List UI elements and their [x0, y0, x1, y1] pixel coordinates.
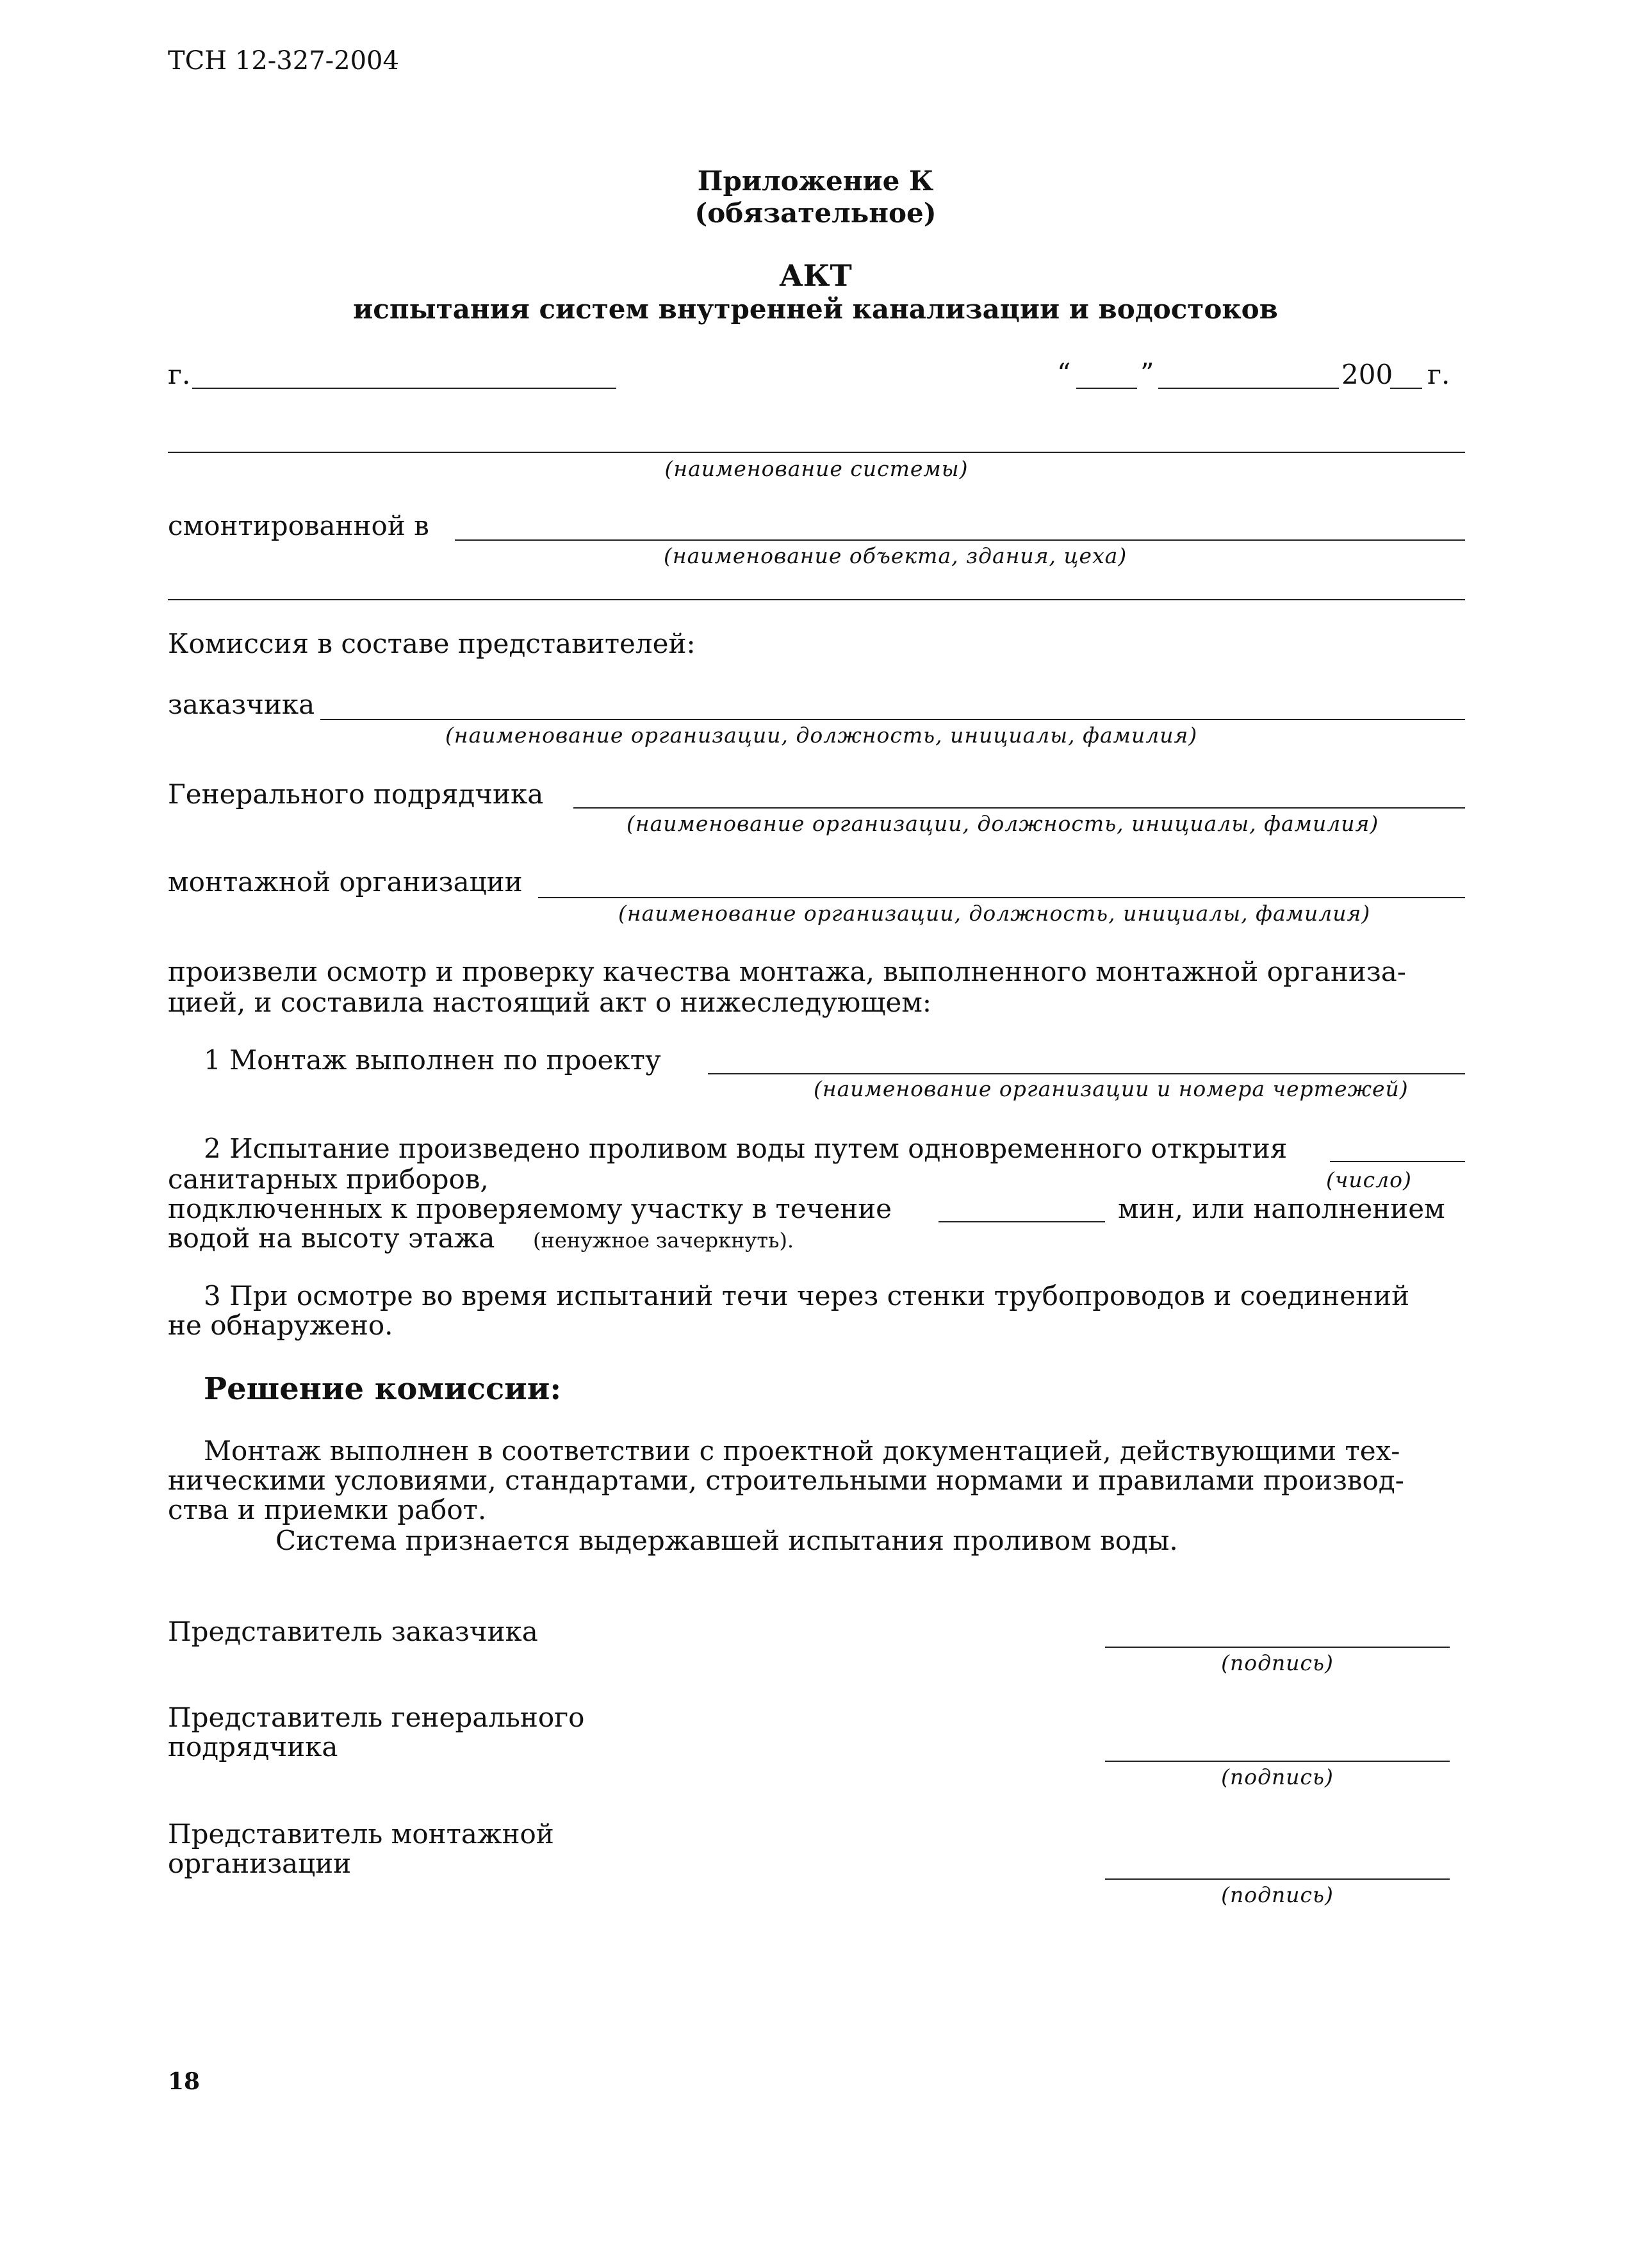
- month-field[interactable]: [1158, 388, 1339, 389]
- general-signature-caption: (подпись): [1221, 1764, 1334, 1789]
- system-name-field[interactable]: [168, 452, 1465, 453]
- decision-line2: ническими условиями, стандартами, строительными нормами и правилами производ-: [168, 1465, 1404, 1496]
- fixtures-count-field[interactable]: [1330, 1161, 1465, 1162]
- year-suffix: г.: [1427, 359, 1450, 390]
- decision-line3: ства и приемки работ.: [168, 1494, 487, 1525]
- appendix-title: Приложение К: [697, 165, 934, 197]
- object-name-field[interactable]: [455, 539, 1465, 541]
- item2-line1: 2 Испытание произведено проливом воды путем одновременного открытия: [204, 1133, 1288, 1164]
- year-field[interactable]: [1390, 388, 1422, 389]
- decision-line4: Система признается выдержавшей испытания проливом воды.: [275, 1525, 1178, 1556]
- general-rep-label-line1: Представитель генерального: [168, 1702, 585, 1733]
- object-name-field-2[interactable]: [168, 599, 1465, 600]
- mounting-org-label: монтажной организации: [168, 866, 523, 898]
- mounting-signature-field[interactable]: [1105, 1878, 1450, 1880]
- mounting-org-field[interactable]: [538, 897, 1465, 898]
- general-rep-label-line2: подрядчика: [168, 1731, 338, 1763]
- quote-open: “: [1057, 357, 1071, 389]
- item2-line3b: мин, или наполнением: [1118, 1193, 1445, 1224]
- customer-signature-field[interactable]: [1105, 1647, 1450, 1648]
- customer-label: заказчика: [168, 689, 315, 720]
- customer-signature-caption: (подпись): [1221, 1650, 1334, 1675]
- item2-note: (ненужное зачеркнуть).: [533, 1228, 794, 1253]
- mounted-in-label: смонтированной в: [168, 510, 429, 541]
- act-title: АКТ: [779, 258, 852, 293]
- quote-close: ”: [1140, 357, 1154, 389]
- item2-line4: водой на высоту этажа: [168, 1222, 495, 1254]
- system-name-caption: (наименование системы): [664, 456, 969, 481]
- document-code: ТСН 12-327-2004: [168, 46, 399, 76]
- act-subject: испытания систем внутренней канализации и водостоков: [353, 293, 1278, 325]
- customer-field[interactable]: [320, 719, 1465, 720]
- city-field[interactable]: [192, 388, 616, 389]
- decision-line1: Монтаж выполнен в соответствии с проектной документацией, действующими тех-: [204, 1435, 1400, 1467]
- object-name-caption: (наименование объекта, здания, цеха): [664, 543, 1127, 568]
- city-prefix: г.: [168, 359, 191, 390]
- item2-line2: санитарных приборов,: [168, 1163, 489, 1195]
- inspection-text-line1: произвели осмотр и проверку качества монтажа, выполненного монтажной организа-: [168, 956, 1406, 987]
- project-caption: (наименование организации и номера чертежей): [814, 1076, 1409, 1101]
- customer-caption: (наименование организации, должность, инициалы, фамилия): [445, 723, 1198, 748]
- project-field[interactable]: [708, 1073, 1465, 1074]
- item3-line1: 3 При осмотре во время испытаний течи через стенки трубопроводов и соединений: [204, 1280, 1410, 1311]
- item1-text: 1 Монтаж выполнен по проекту: [204, 1044, 661, 1076]
- page-number: 18: [168, 2068, 201, 2095]
- mounting-rep-label-line1: Представитель монтажной: [168, 1818, 554, 1850]
- duration-field[interactable]: [938, 1221, 1105, 1222]
- item3-line2: не обнаружено.: [168, 1310, 393, 1341]
- mounting-rep-label-line2: организации: [168, 1848, 352, 1879]
- decision-heading: Решение комиссии:: [204, 1371, 562, 1407]
- number-caption: (число): [1326, 1167, 1412, 1192]
- day-field[interactable]: [1076, 388, 1137, 389]
- mounting-signature-caption: (подпись): [1221, 1882, 1334, 1907]
- general-signature-field[interactable]: [1105, 1761, 1450, 1762]
- commission-heading: Комиссия в составе представителей:: [168, 628, 696, 659]
- appendix-mandatory: (обязательное): [694, 197, 937, 229]
- general-contractor-label: Генерального подрядчика: [168, 778, 544, 810]
- inspection-text-line2: цией, и составила настоящий акт о нижеследующем:: [168, 987, 932, 1018]
- item2-line3a: подключенных к проверяемому участку в течение: [168, 1193, 892, 1224]
- mounting-org-caption: (наименование организации, должность, инициалы, фамилия): [618, 901, 1371, 926]
- general-contractor-field[interactable]: [573, 807, 1465, 809]
- year-prefix: 200: [1341, 359, 1393, 390]
- customer-rep-label: Представитель заказчика: [168, 1616, 538, 1647]
- general-contractor-caption: (наименование организации, должность, инициалы, фамилия): [627, 811, 1379, 836]
